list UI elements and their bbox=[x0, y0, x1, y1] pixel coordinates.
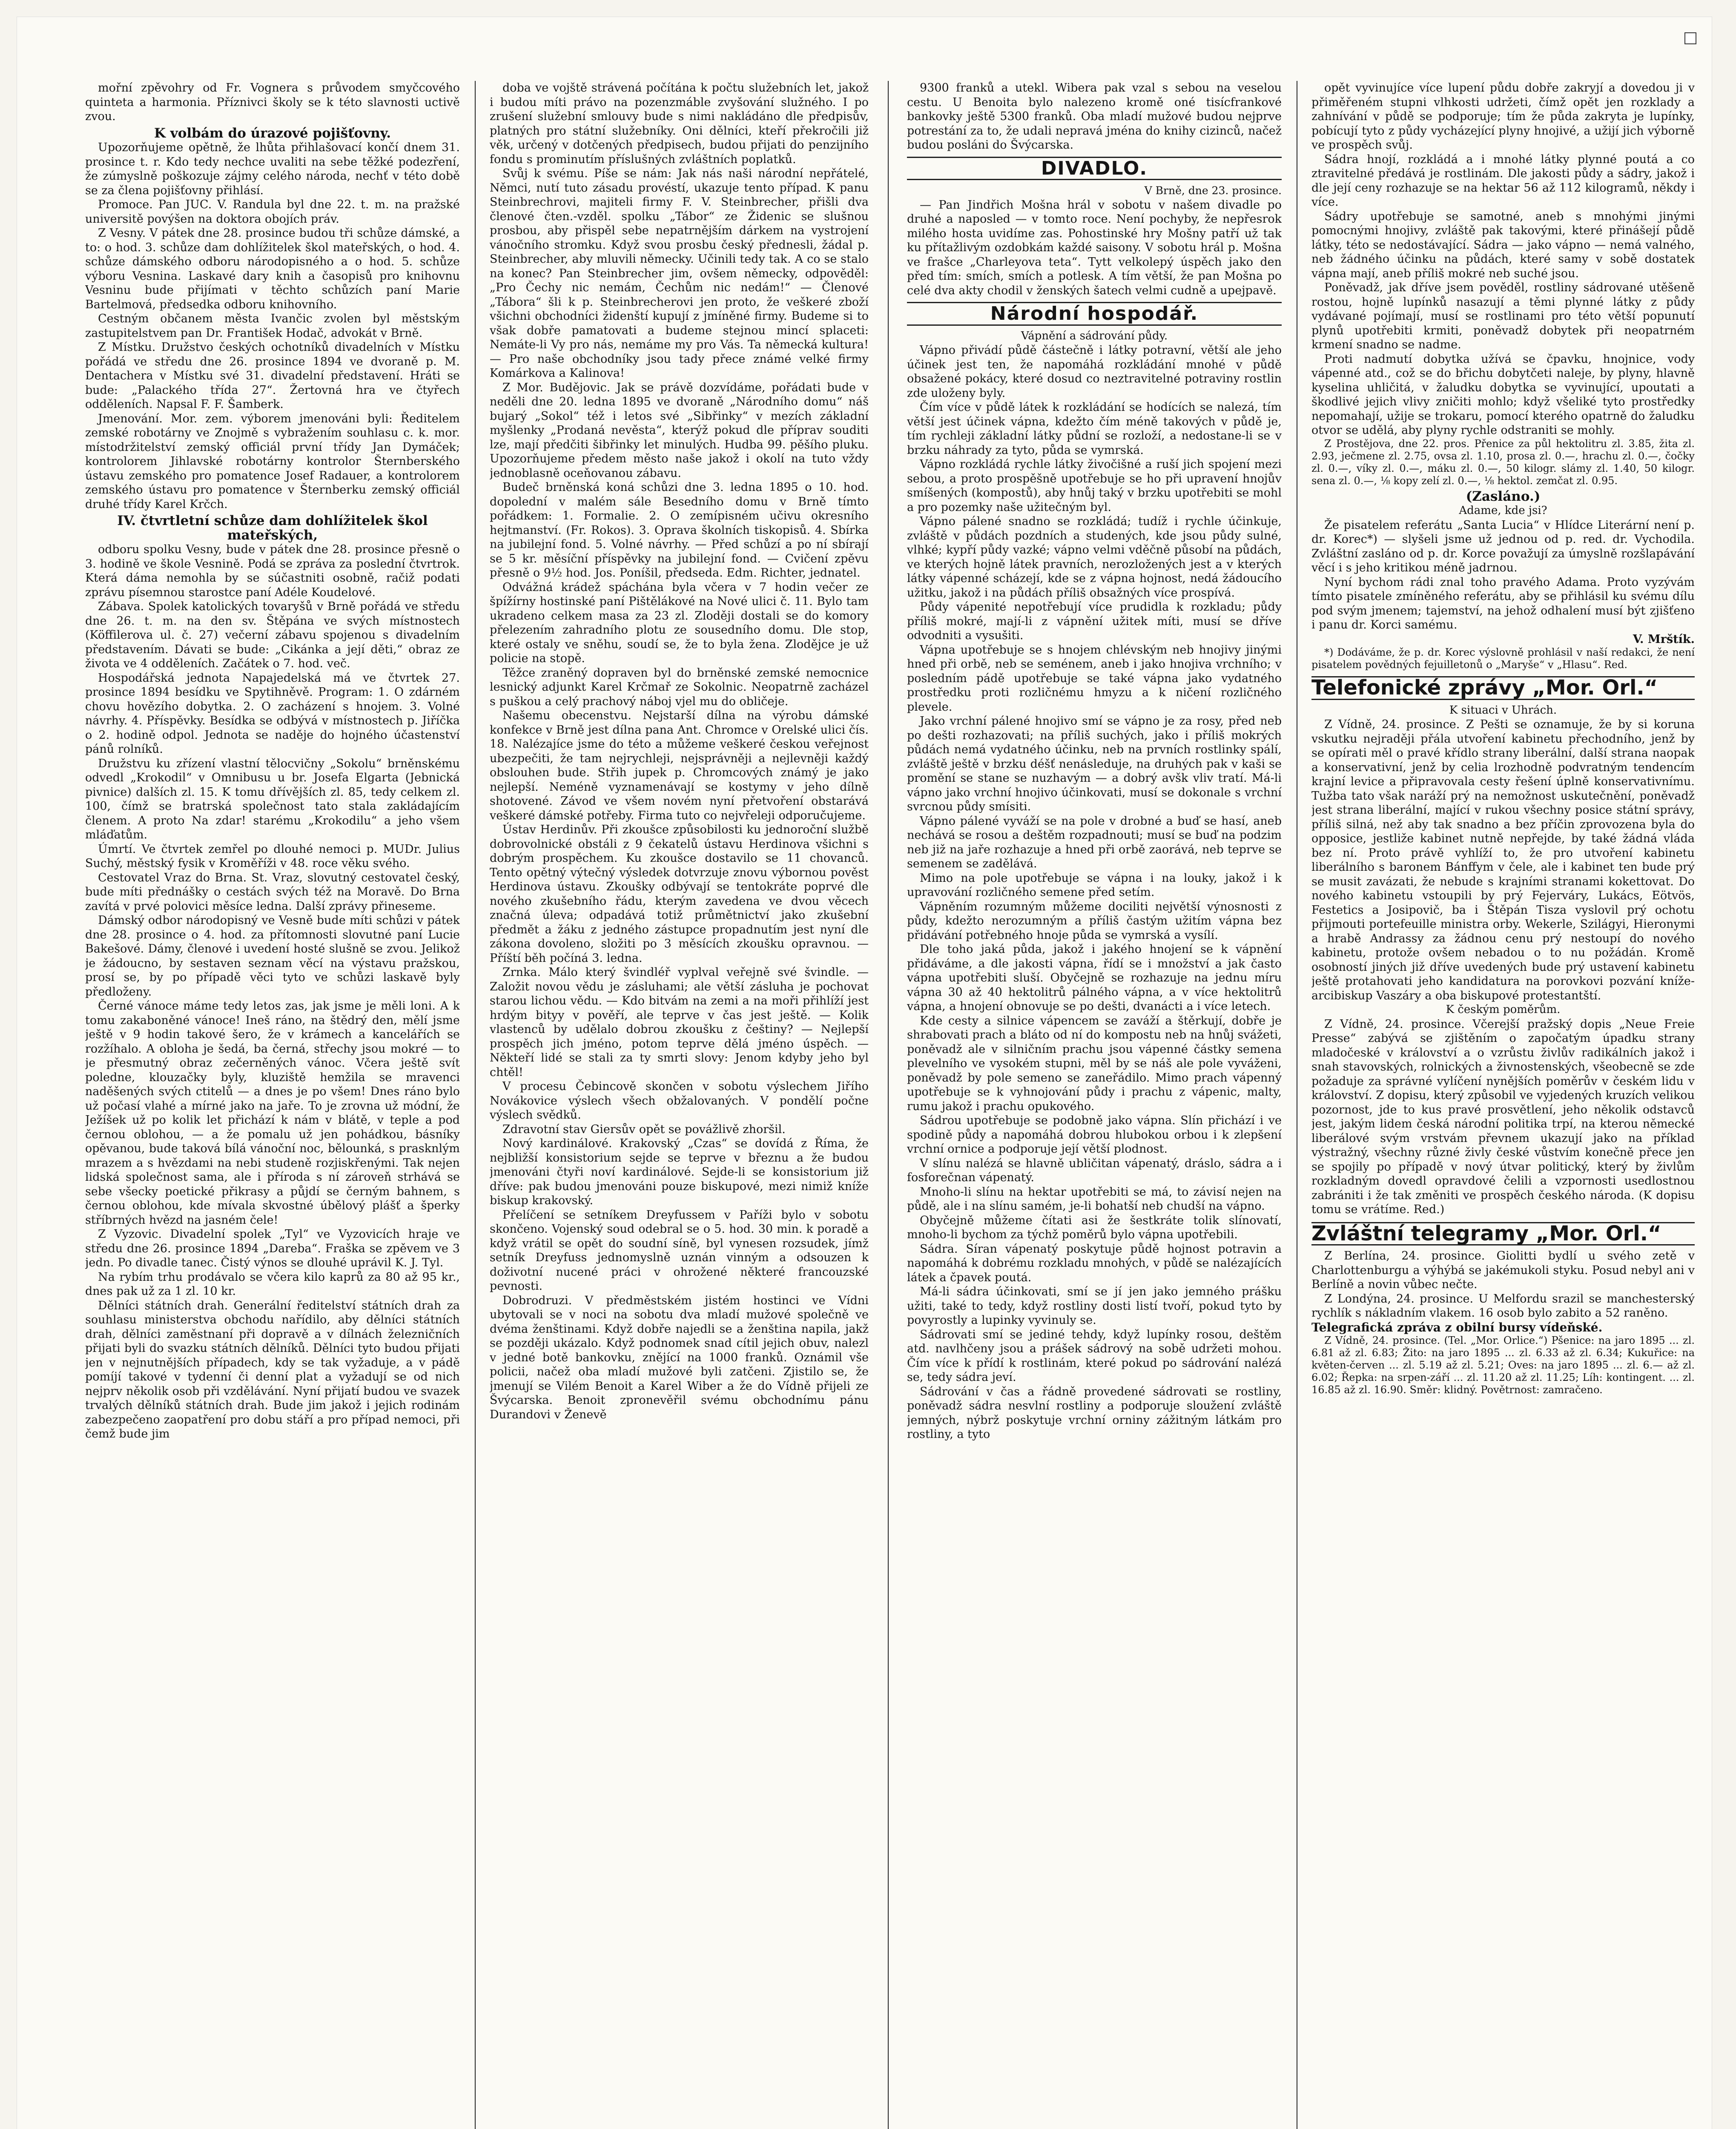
paragraph: Cestovatel Vraz do Brna. St. Vraz, slovutný cestovatel český, bude míti přednášky o cestách svých též na Moravě. Do Brna zavítá v prvé polovici měsíce ledna. Další zprávy přineseme. bbox=[85, 871, 460, 913]
paragraph: Z Vesny. V pátek dne 28. prosince budou tři schůze dámské, a to: o hod. 3. schůze dam dohlížitelek škol mateřských, o hod. 4. schůze dámského odboru národopisného a o hod. 5. schůze výboru Vesnina. Laskavé dary knih a časopisů pro knihovnu Vesninu bude přijímati v těchto schůzích paní Marie Bartelmová, předsedka odboru knihovního. bbox=[85, 227, 460, 311]
paragraph: Budeč brněnská koná schůzi dne 3. ledna 1895 o 10. hod. dopolední v malém sále Besedního domu v Brně tímto pořádkem: 1. Formalie. 2. O zemípisném učivu okresního hejtmanství. (Fr. Rokos). 3. Oprava školních tiskopisů. 4. Sbírka na jubilejní fond. 5. Volné návrhy. — Před schůzí a po ní sbírají se 5 kr. měsíční příspěvky na jubilejní fond. — Cvičení zpěvu přesně o 9½ hod. Jos. Poníšil, předseda. Edm. Richter, jednatel. bbox=[490, 481, 869, 580]
section-heading-theatre: DIVADLO. bbox=[907, 157, 1282, 181]
dateline: V Brně, dne 23. prosince. bbox=[1144, 184, 1282, 197]
paragraph: Dámský odbor národopisný ve Vesně bude míti schůzi v pátek dne 28. prosince o 4. hod. za přítomnosti slovutné paní Lucie Bakešové. Dámy, členové i uvedení hosté slušně se zvou. Jelikož je žádoucno, by sestaven seznam věcí na výstavu pražskou, prosí se, by po případě věci tyto ve schůzi laskavě byly předloženy. bbox=[85, 914, 460, 999]
paragraph: Dělníci státních drah. Generální ředitelství státních drah za souhlasu ministerstva obchodu nařídilo, aby dělníci státních drah, dělníci zaměstnaní při dopravě a v dílnách železničních přijati byli do svazku státních dělníků. Dělníci tyto budou přijati jen v nejnutnějších případech, kdy se tak vyžaduje, a v pádě pomíjí takové v tydenní či denní plat a vyžadují se od nich nejprv několik osob při vzdělávání. Nyní přijatí budou ve svazek trvalých dělníků státních drah. Bude jim jakož i jejich rodinám zabezpečeno zaopatření pro dobu stáří a pro případ nemoci, při čemž bude jim bbox=[85, 1299, 460, 1440]
paragraph: Z Mor. Budějovic. Jak se právě dozvídáme, pořádati bude v neděli dne 20. ledna 1895 ve dvoraně „Národního domu“ náš bujarý „Sokol“ též i letos své „Sibřinky“ v mezích základní myšlenky „Prodaná nevěsta“, kterýž pokud dle příprav souditi lze, mají předčiti šibřinky let minulých. Hudba 99. pěšího pluku. Upozorňujeme předem město naše jakož i okolí na tuto vždy jednoblasně oceňovanou zábavu. bbox=[490, 381, 869, 480]
paragraph: Dobrodruzi. V předměstském jistém hostinci ve Vídni ubytovali se v noci na sobotu dva mladí mužové společně ve dvéma ženštinami. Když dobře najedli se a ženština napila, jakž se později ukázalo. Když podnomek snad cítil jejich obuv, nalezl v jedné botě bankovku, znějící na 1000 franků. Oznámil vše policii, načež oba mladí mužové byli zatčeni. Zjistilo se, že jmenují se Vilém Benoit a Karel Wiber a že do Vídně přijeli ze Švýcarska. Benoit zpronevěřil svému obchodnímu pánu Durandovi v Ženevě bbox=[490, 1294, 869, 1421]
paragraph: Odvážná krádež spáchána byla včera v 7 hodin večer ze špížírny hostinské paní Pištělákové na Nové ulici č. 11. Bylo tam ukradeno celkem masa za 23 zl. Zloději dostali se do komory přelezením zahradního plotu ze sousedního domu. Dle stop, které ostaly ve sněhu, soudí se, že to byla žena. Zlodějce je už policie na stopě. bbox=[490, 580, 869, 665]
paragraph: Sádra. Síran vápenatý poskytuje půdě hojnost potravin a napomáhá k dobrému rozkladu mnohých, v půdě se nalézajících látek a čpavek poutá. bbox=[907, 1242, 1282, 1284]
paragraph: doba ve vojště strávená počítána k počtu služebních let, jakož i budou míti právo na pozenzmáble zvyšování služného. I po zrušení služební smlouvy bude s nimi nakládáno dle předpisův, platných pro státní služebníky. Oni dělníci, kteří překročili již věk, určený v dotčených předpisech, budou přijati do penzijního fondu s prominutím příslušných zvláštních poplatků. bbox=[490, 81, 869, 166]
article-subheading: K situaci v Uhrách. bbox=[1449, 703, 1557, 717]
column-rule bbox=[475, 81, 476, 2129]
column-rule bbox=[888, 81, 889, 2129]
paragraph: Upozorňujeme opětně, že lhůta přihlašovací končí dnem 31. prosince t. r. Kdo tedy nechce uvaliti na sebe těžké podezření, že zúmyslně poškozuje zájmy celého národa, nechť v této době se za člena pojišťovny přihlásí. bbox=[85, 141, 460, 197]
paragraph: Půdy vápenité nepotřebují více prudidla k rozkladu; půdy příliš mokré, mají-li z vápnění užitek míti, musí se dříve odvodniti a vysušiti. bbox=[907, 600, 1282, 642]
paragraph: Z Vyzovic. Divadelní spolek „Tyl“ ve Vyzovicích hraje ve středu dne 26. prosince 1894 „Dareba“. Fraška se zpěvem ve 3 jedn. Po divadle tanec. Čistý výnos se dlouhé uprávil K. J. Tyl. bbox=[85, 1228, 460, 1269]
article-subheading: Adame, kde jsi? bbox=[1459, 504, 1547, 517]
paragraph: Vápno rozkládá rychle látky živočišné a ruší jich spojení mezi sebou, a proto prospěšně upotřebuje se ho při upravení hnojův smíšených (kompostů), aby hnůj taký v brzku upotřebiti se mohl a pro pozemky naše užitečným byl. bbox=[907, 458, 1282, 514]
paragraph: Mimo na pole upotřebuje se vápna i na louky, jakož i k upravování rozličného semene před setím. bbox=[907, 871, 1282, 899]
paragraph: Černé vánoce máme tedy letos zas, jak jsme je měli loni. A k tomu zakaboněné vánoce! Ineš ráno, na štědrý den, mělí jsme ještě v 9 hodin takové šero, že v krámech a kancelářích se rozžíhalo. A obloha je šedá, ba černá, střechy jsou mokré — to je přesmutný obraz zečerněných vánoc. Včera ještě svít poledne, klouzačky byly, kluziště hemžila se mravenci naděšených svých ctitelů — a dnes je po všem! Dnes ráno bylo už počasí vlahé a mírné jako na jaře. To je zrovna už módní, že Ježíšek už po kolik let přichází k nám v blátě, v teple a pod černou oblohou, — a že pomalu už jen pohádkou, básníky opěvanou, bude taková bílá vánoční noc, bělounká, s prasknlým mrazem a s hvězdami na nebi studeně rozjiskřenými. Tak nejen lidská společnost sama, ale i příroda s ní zároveň strhává se sebe všecky poetické přikrasy a půjdí se černým bahnem, s černou oblohou, kde mívala skvostné úbělový plášť a šperky stříbrných hvězd na jasném čele! bbox=[85, 999, 460, 1227]
article-subheading: Vápnění a sádrování půdy. bbox=[1021, 329, 1168, 342]
paragraph: Svůj k svému. Píše se nám: Jak nás naši národní nepřátelé, Němci, nutí tuto zásadu provéstí, ukazuje tento případ. K panu Steinbrechrovi, majiteli firmy F. V. Steinbrecher, přišli dva členové čten.-vzděl. spolku „Tábor“ ze Židenic se slušnou prosbou, aby přispěl sebe nepatrnějším dárkem na vystrojení vánočního stromku. Když svou prosbu český přednesli, žádal p. Steinbrecher, aby mluvili německy. Učinili tedy tak. A co se stalo na konec? Pan Steinbrecher jim, ovšem německy, odpověděl: „Pro Čechy nic nemám, Čechům nic nedám!“ — Členové „Tábora“ šli k p. Steinbrecherovi jen proto, že veškeré zboží všichni obchodníci židenští kupují z jmíněné firmy. Budeme si to však dobře pamatovati a budeme stejnou mincí splaceti: Nemáte-li Vy pro nás, nemáme my pro Vás. Ta německá kultura! — Pro naše obchodníky jsou tady přece známé velké firmy Komárkova a Kalinova! bbox=[490, 167, 869, 380]
paragraph: Z Vídně, 24. prosince. Včerejší pražský dopis „Neue Freie Presse“ zabývá se zjištěním o započatým úpadku strany mladočeské v království a o vzrůstu živlův radikálních jakož i snah stavovských, rolnických a živnostenských, všeobecně se zde požaduje za správné vylíčení nynějších poměrův v českém lidu v království. Z dopisu, který způsobil ve vyjedených kruzích velikou pozornost, jde to kus pravé prosvětlení, jeho několik odstavců jest, jakým lidem česká národní politika trpí, na kterou německé liberálové svým vrstvám převnem ukazují jako na příklad výstražný, všechny různé živly české vůstvím konečně přece jen se spojily po případě v nový útvar politický, který by živlům rozkladným dovedl opravdové čelili a vzpornosti usedlostnou zabrániti i že tak změniti ve prospěch českého národa. (K dopisu tomu se vrátíme. Red.) bbox=[1311, 1017, 1695, 1216]
paragraph: Jako vrchní pálené hnojivo smí se vápno je za rosy, před neb po dešti rozhazovati; na příliš suchých, jako i příliš mokrých půdách nemá vydatného účinku, neb na prvních rostlinky spálí, zvláště ještě v brzku déšť nenásleduje, na druhých pak v kaši se promění se stane se nuzhavým — a dobrý avšk vliv tratí. Má-li vápno jako vrchní hnojivo účinkovati, musí se dokonale s vrchní svrcnou půdy smísiti. bbox=[907, 714, 1282, 813]
paragraph: Hospodářská jednota Napajedelská má ve čtvrtek 27. prosince 1894 besídku ve Spytihněvě. Program: 1. O zdárném chovu hovězího dobytka. 2. O zacházení s hnojem. 3. Volné návrhy. 4. Příspěvky. Besídka se odbývá v místnostech p. Jiříčka o 2. hodině odpol. Jednota se naděje do hojného účastenství pánů rolníků. bbox=[85, 671, 460, 756]
column-4 bbox=[1311, 81, 1695, 2129]
paragraph: Vápno přivádí půdě částečně i látky potravní, větší ale jeho účinek jest ten, že napomáhá rozkládání mnohé v půdě obsažené pokácy, které dosud co neztravitelné potraviny rostlin zde uloženy byly. bbox=[907, 344, 1282, 400]
paragraph: Vápna upotřebuje se s hnojem chlévským neb hnojivy jinými hned při orbě, neb se seménem, aneb i jako hnojiva vrchního; v posledním pádě upotřebuje se také vápna jako vydatného prostředku proti rozličnému hmyzu a k ničení rozličného plevele. bbox=[907, 643, 1282, 714]
paragraph: Nyní bychom rádi znal toho pravého Adama. Proto vyzývám tímto pisatele zmíněného referátu, aby se přihlásil ku svému dílu pod svým jmenem; tajemství, na jehož odhalení musí být zjišťeno i panu dr. Korci samému. bbox=[1311, 575, 1695, 631]
paragraph: Ústav Herdinův. Při zkoušce způsobilosti ku jednoroční službě dobrovolnické obstáli z 9 čekatelů ústavu Herdinova všichni s dobrým prospěchem. Ku zkoušce dostavilo se 11 chovanců. Tento opětný výtečný výsledek dotvrzuje znovu výbornou pověst Herdinova ústavu. Zkoušky odbývají se tentokráte poprvé dle nového zkušebního řádu, kterým zavedena ve dvou věcech značná úleva; odpadává totiž průmětnictví jako zkušební předmět a žáku z jedného zástupce propadnutím jest nyní dle zákona dovoleno, složiti po 3 měsících zkoušku opravnou. — Příští běh počíná 3. ledna. bbox=[490, 823, 869, 965]
paragraph: Proti nadmutí dobytka užívá se čpavku, hnojnice, vody vápenné atd., což se do břichu dobytčeti naleje, by plyny, hlavně kyselina uhličitá, v žaludku dobytka se vyvinující, upoutati a škodlivé jejich vlivy zničiti mohlo; když všeliké tyto prostředky nepomahají, užije se trokaru, pomocí kterého opatrně do žaludku otvor se udělá, aby plyny rychle odstraniti se mohly. bbox=[1311, 352, 1695, 437]
paragraph: Obyčejně můžeme čítati asi že šestkráte tolik slínovatí, mnoho-li bychom za týchž poměrů bylo vápna upotřebili. bbox=[907, 1214, 1282, 1241]
footnote: *) Dodáváme, že p. dr. Korec výslovně prohlásil v naší redakci, že není pisatelem povědných fejuilletonů o „Maryše“ v „Hlasu“. Red. bbox=[1311, 646, 1695, 671]
paragraph: Těžce zraněný dopraven byl do brněnské zemské nemocnice lesnický adjunkt Karel Krčmař ze Sokolnic. Neopatrně zacházel s puškou a celý prachový náboj vjel mu do obličeje. bbox=[490, 666, 869, 708]
market-report: Z Vídně, 24. prosince. (Tel. „Mor. Orlice.“) Pšenice: na jaro 1895 ... zl. 6.81 až zl. 6.83; Žito: na jaro 1895 ... zl. 6.33 až zl. 6.34; Kukuřice: na květen-červen ... zl. 5.19 až zl. 5.21; Oves: na jaro 1895 ... zl. 6.— až zl. 6.02; Řepka: na srpen-září ... zl. 11.20 až zl. 11.25; Líh: kontingent. ... zl. 16.85 až zl. 16.90. Směr: klidný. Povětrnost: zamračeno. bbox=[1311, 1334, 1695, 1396]
paragraph: Dle toho jaká půda, jakož i jakého hnojení se k vápnění přidáváme, a dle jakosti vápna, řídí se i množství a jak často vápna upotřebiti sluší. Obyčejně se rozhazuje na jednu míru vápna 30 až 40 hektolitrů pálného vápna, a v více hektolitrů vápna, a hnojení obnovuje se po dešti, dvanácti a i více letech. bbox=[907, 943, 1282, 1013]
paragraph: V slínu nalézá se hlavně ubličitan vápenatý, dráslo, sádra a i fosforečnan vápenatý. bbox=[907, 1156, 1282, 1184]
paragraph: Kde cesty a silnice vápencem se zaváží a štěrkují, dobře je shrabovati prach a bláto od ní do kompostu neb na hnůj svážeti, poněvadž ale v silničním prachu jsou vápenné částky semena plevelního ve vysokém stupni, měl by se náš ale pole vyváženi, poněvadž by pole semeno se zaneřádilo. Mimo prach vápenný upotřebuje se k vyhnojování půdy i prachu z vápenic, malty, rumu jakož i prachu opukového. bbox=[907, 1014, 1282, 1113]
paragraph: opět vyvinujíce více lupení půdu dobře zakryjí a dovedou ji v přiměřeném stupni vlhkosti udržeti, čímž opět jen rozklady a zahnívání v půdě se podporuje; tím že půda zakryta je lupínky, pobícují tyto z půdy vycházející plyny hnojivé, a užijí jich výborně ve prospěch svůj. bbox=[1311, 81, 1695, 152]
paragraph: Promoce. Pan JUC. V. Randula byl dne 22. t. m. na pražské universitě povýšen na doktora obojích práv. bbox=[85, 198, 460, 226]
paragraph: Zábava. Spolek katolických tovaryšů v Brně pořádá ve středu dne 26. t. m. na den sv. Štěpána ve svých místnostech (Köffilerova ul. č. 27) večerní zábavu spojenou s divadelním představením. Dávati se bude: „Cikánka a její děti,“ obraz ze života ve 4 odděleních. Začátek o 7. hod. več. bbox=[85, 600, 460, 670]
paragraph: Z Vídně, 24. prosince. Z Pešti se oznamuje, že by si koruna vskutku nejraději přála utvoření kabinetu přechodního, jenž by se opírati měl o pravé křídlo strany liberální, další strana naopak a konservativní, jenž by celia lrozhodně podvratným tendencím krajní levice a připravovala cesty řešení úplně konservativnímu. Tužba tato však naráží prý na nemožnost uskutečnění, poněvadž jest strana liberální, mající v rukou všechny posice státní správy, příliš silná, než aby tak snadno a bez příčin zprovozena byla do opposice, jestliže kabinet nutně nepřejde, by také žádná vláda bez ní. Proto právě vyhlíží to, že pro utvoření kabinetu liberálního s baronem Bánffym v čele, ale i kabinet ten bude prý se musit zavázati, že nebude s krajními stranami kokettovat. Do nového kabinetu vstoupili by prý Fejerváry, Lukács, Eötvös, Festetics a Josipovič, ba i Štěpán Tisza vyslovil prý ochotu přijmouti portefeuille ministra orby. Wekerle, Szilágyi, Hieronymi a hrabě Andrassy za žádnou cenu prý nestoupí do nového kabinetu, protože ovšem nebadou o to nu požádán. Kromě osobností jiných již dříve uvedených bude prý ustavení kabinetu ještě protahovati jeho kandidatura na porovkovi pozvání kníže-arcibiskup Vaszáry a oba biskupové protestantští. bbox=[1311, 718, 1695, 1002]
paragraph: Na rybím trhu prodávalo se včera kilo kaprů za 80 až 95 kr., dnes pak už za 1 zl. 10 kr. bbox=[85, 1270, 460, 1298]
paragraph: Z Místku. Družstvo českých ochotníků divadelních v Místku pořádá ve středu dne 26. prosince 1894 ve dvoraně p. M. Dentachera v Místku své 31. divadelní představení. Hráti se bude: „Palackého třída 27“. Žertovná hra ve čtyřech odděleních. Napsal F. F. Šamberk. bbox=[85, 341, 460, 411]
paragraph: Družstvu ku zřízení vlastní tělocvičny „Sokolu“ brněnskému odvedl „Krokodil“ v Omnibusu u br. Josefa Elgarta (Jebnická pivnice) dalších zl. 15. K tomu dřívějších zl. 85, tedy celkem zl. 100, čímž se bratrská společnost tato stala zakládajícím členem. A proto Na zdar! starému „Krokodilu“ a jeho všem mláďatům. bbox=[85, 757, 460, 841]
paragraph: Mnoho-li slínu na hektar upotřebiti se má, to závisí nejen na půdě, ale i na slínu samém, je-li bohatší neb chudší na vápno. bbox=[907, 1185, 1282, 1213]
paragraph: Sádrovati smí se jediné tehdy, když lupínky rosou, deštěm atd. navlhčeny jsou a prášek sádrový na sobě udržeti mohou. Čím více k přídí k rostlinám, které pokud po sádrování nalézá se, tedy sádra jeví. bbox=[907, 1328, 1282, 1384]
market-report: Z Prostějova, dne 22. pros. Přenice za půl hektolitru zl. 3.85, žita zl. 2.93, ječmene zl. 2.75, ovsa zl. 1.10, prosa zl. 0.—, hrachu zl. 0.—, čočky zl. 0.—, víky zl. 0.—, máku zl. 0.—, 50 kilogr. slámy zl. 1.40, 50 kilogr. sena zl. 0.—, ⅛ kopy zelí zl. 0.—, ⅛ hektol. zemčat zl. 0.95. bbox=[1311, 437, 1695, 487]
paragraph: Jmenování. Mor. zem. výborem jmenováni byli: Ředitelem zemské robotárny ve Znojmě s vybražením souhlasu c. k. mor. místodržitelství zemský officiál první třídy Jan Dymáček; kontrolorem Jihlavské robotárny kontrolor Šternberského ústavu zemského pro pomatence Josef Radauer, a kontrolorem zemského ústavu pro pomatence v Šternberku zemský officiál druhé třídy Karel Krčch. bbox=[85, 412, 460, 511]
paragraph: Vápněním rozumným můžeme dociliti největší výnosnosti z půdy, kdežto nerozumným a příliš častým užitím vápna bez přidávání potřebného hnoje půda se vymrská a vysílí. bbox=[907, 900, 1282, 942]
paragraph: Přelíčení se setníkem Dreyfussem v Paříži bylo v sobotu skončeno. Vojenský soud odebral se o 5. hod. 30 min. k poradě a když vrátil se opět do soudní síně, byl vynesen rozsudek, jímž setník Dreyfuss jednomyslně uznán vinným a odsouzen k doživotní nucené práci v ohrožené některé francouzské pevnosti. bbox=[490, 1208, 869, 1293]
paragraph: Vápno pálené snadno se rozkládá; tudíž i rychle účinkuje, zvláště v půdách pozdních a studených, kde jsou půdy sulné, vlhké; kypří půdy vazké; vápno velmi vděčně působí na půdách, ve kterých hojně látek pravních, nerozložených jest a v kterých látky vápenné scházejí, kde se z vápna hojnost, nedá žádoucího užitku, jakož i na půdách příliš obsažných více prospívá. bbox=[907, 515, 1282, 600]
article-heading: K volbám do úrazové pojišťovny. bbox=[154, 125, 391, 141]
paragraph: Čím více v půdě látek k rozkládání se hodících se nalezá, tím větší jest účinek vápna, kdežto čím méně takových v půdě je, tím rychleji základní látky půdní se rozloží, a nedostane-li se v brzku náhrady za tyto, půda se vymrská. bbox=[907, 401, 1282, 457]
paragraph: Sádrování v čas a řádně provedené sádrovati se rostliny, poněvadž sádra nesvlní rostliny a podporuje sloužení zvláště jemných, nýbrž poskytuje vrchní orniny zážitným látkám pro rostliny, a tyto bbox=[907, 1385, 1282, 1441]
paragraph: Poněvadž, jak dříve jsem pověděl, rostliny sádrované utěšeně rostou, hojně lupínků nasazují a těmi plynné látky z půdy vydávané pojímají, musí se rostlinami pro této větší popunutí plynů upotřebiti krmiti, poněvadž dobytek při neopatrném krmení snadno se nadme. bbox=[1311, 281, 1695, 351]
paragraph: Z Berlína, 24. prosince. Giolitti bydlí u svého zetě v Charlottenburgu a výhýbá se jakémukoli styku. Posud nebyl ani v Berlíně a novin vůbec nečte. bbox=[1311, 1249, 1695, 1291]
page-corner-marker bbox=[1684, 32, 1696, 44]
paragraph: Sádra hnojí, rozkládá a i mnohé látky plynné poutá a co ztravitelné předává je rostlinám. Dle jakosti půdy a sádry, jakož i dle její ceny rozhazuje se na hektar 56 až 112 kilogramů, někdy i více. bbox=[1311, 152, 1695, 209]
paragraph: 9300 franků a utekl. Wibera pak vzal s sebou na veselou cestu. U Benoita bylo nalezeno kromě oné tisícfrankové bankovky ještě 5300 franků. Oba mladí mužové budou nejprve potrestání za to, že udali nepravá jména do knihy cizinců, načež budou posláni do Švýcarska. bbox=[907, 81, 1282, 152]
paragraph: Má-li sádra účinkovati, smí se jí jen jako jemného prášku užiti, také to tedy, když rostliny dosti listí tvoří, pokud tyto by povyrostly a lupinky vyvinuly se. bbox=[907, 1285, 1282, 1327]
paragraph: Sádrou upotřebuje se podobně jako vápna. Slín přichází i ve spodině půdy a napomáhá dobrou hlubokou orbou i k zlepšení vrchní ornice a podporuje její větší plodnost. bbox=[907, 1114, 1282, 1156]
article-subheading: K českým poměrům. bbox=[1446, 1003, 1561, 1016]
section-heading-telegrams: Zvláštní telegramy „Mor. Orl.“ bbox=[1311, 1222, 1695, 1246]
paragraph: Cestným občanem města Ivančic zvolen byl městským zastupitelstvem pan Dr. František Hodač, advokát v Brně. bbox=[85, 312, 460, 340]
paragraph: Úmrtí. Ve čtvrtek zemřel po dlouhé nemoci p. MUDr. Julius Suchý, městský fysik v Kroměříži v 48. roce věku svého. bbox=[85, 842, 460, 870]
section-heading-economy: Národní hospodář. bbox=[907, 302, 1282, 326]
article-heading: (Zasláno.) bbox=[1466, 488, 1541, 504]
paragraph: Zdravotní stav Giersův opět se povážlivě zhoršil. bbox=[502, 1122, 786, 1136]
paragraph: Že pisatelem referátu „Santa Lucia“ v Hlídce Literární není p. dr. Korec*) — slyšeli jsme už jednou od p. red. dr. Vychodila. Zvláštní zasláno od p. dr. Korce považují za úmyslně rozšlapávání věcí i s jeho kritikou méně jadrnou. bbox=[1311, 518, 1695, 574]
paragraph: Sádry upotřebuje se samotné, aneb s mnohými jinými pomocnými hnojivy, zvláště pak takovými, které přinášejí půdě látky, této se nedostávající. Sádra — jako vápno — nemá valného, neb žádného účinku na půdách, které samy v sobě dostatek vápna mají, aneb příliš mokré neb suché jsou. bbox=[1311, 209, 1695, 280]
column-3 bbox=[907, 81, 1282, 2129]
column-1 bbox=[85, 81, 460, 2129]
paragraph: Z Londýna, 24. prosince. U Melfordu srazil se manchesterský rychlík s nákladním vlakem. 16 osob bylo zabito a 52 raněno. bbox=[1311, 1292, 1695, 1320]
newspaper-page bbox=[17, 17, 1712, 2129]
column-2 bbox=[490, 81, 869, 2129]
paragraph: odboru spolku Vesny, bude v pátek dne 28. prosince přesně o 3. hodině ve škole Vesnině. Podá se zpráva za poslední čtvrtrok. Která dáma nemohla by se súčastniti osobně, račiž podati zprávu písemnou starostce paní Adéle Koudelové. bbox=[85, 543, 460, 599]
paragraph: Zrnka. Málo který švindléř vyplval veřejně své švindle. — Založit novou vědu je zásluhami; ale větší zásluha je pochovat starou lichou vědu. — Kdo bitvám na zemi a na moři přihlíží jest hrdým bityy v pověří, ale teprve v čas jest ještě. — Kolik vlastenců by udělalo dobrou zkoušku z češtiny? — Nejlepší prospěch jich jméno, potom teprve dělá jméno úspěch. — Někteří lidé se stali za ty smrti slovy: Jenom kdyby jeho byl chtěl! bbox=[490, 966, 869, 1079]
paragraph: Našemu obecenstvu. Nejstarší dílna na výrobu dámské konfekce v Brně jest dílna pana Ant. Chromce v Orelské ulici čís. 18. Nalézajíce jsme do této a můžeme veškeré českou veřejnost ubezpečiti, že tam nejrychleji, nejsprávněji a nejlevněji každý obslouhen bude. Střih jupek p. Chromcových známý je jako nejlepší. Neméně vyznamenávají se kostymy v jeho dílně shotovené. Závod ve všem novém nyní přetvoření obstarává veškeré dámské potřeby. Firma tuto co nejvřeleji odporučujeme. bbox=[490, 709, 869, 822]
paragraph: Vápno pálené vyváží se na pole v drobné a buď se hasí, aneb nechává se rosou a deštěm rozpadnouti; musí se buď na podzim neb již na jaře rozhazuje a hned při orbě zaorává, neb teprve se semenem se zadělává. bbox=[907, 814, 1282, 870]
paragraph: mořní zpěvohry od Fr. Vognera s průvodem smyčcového quinteta a harmonia. Příznivci školy se k této slavnosti uctivě zvou. bbox=[85, 81, 460, 123]
article-heading: Telegrafická zpráva z obilní bursy vídeňské. bbox=[1311, 1320, 1603, 1334]
paragraph: Nový kardinálové. Krakovský „Czas“ se dovídá z Říma, že nejbližší konsistorium sejde se teprve v březnu a že budou jmenováni čtyři noví kardinálové. Sejde-li se konsistorium již dříve: pak budou jmenováni pouze biskupové, mezi nimiž kníže biskup krakovský. bbox=[490, 1137, 869, 1207]
signature: V. Mrštík. bbox=[1633, 632, 1695, 646]
article-heading: IV. čtvrtletní schůze dam dohlížitelek škol mateřských, bbox=[117, 513, 428, 543]
paragraph: — Pan Jindřich Mošna hrál v sobotu v našem divadle po druhé a naposled — v tomto roce. Není pochyby, že nepřesrok milého hosta uvidíme zas. Pohostinské hry Mošny patří už tak ku přítažlivým ozdobkám každé saisony. V sobotu hrál p. Mošna ve frašce „Charleyova teta“. Tytt velkolepý úspěch jako den před tím: smích, smích a potlesk. A tím větší, že pan Mošna po celé dva akty chodil v ženských šatech velmi cudně a upejpavě. bbox=[907, 198, 1282, 297]
paragraph: V procesu Čebincově skončen v sobotu výslechem Jiřího Novákovice výslech všech obžalovaných. V pondělí počne výslech svědků. bbox=[490, 1080, 869, 1122]
section-heading-telephone-news: Telefonické zprávy „Mor. Orl.“ bbox=[1311, 676, 1695, 700]
